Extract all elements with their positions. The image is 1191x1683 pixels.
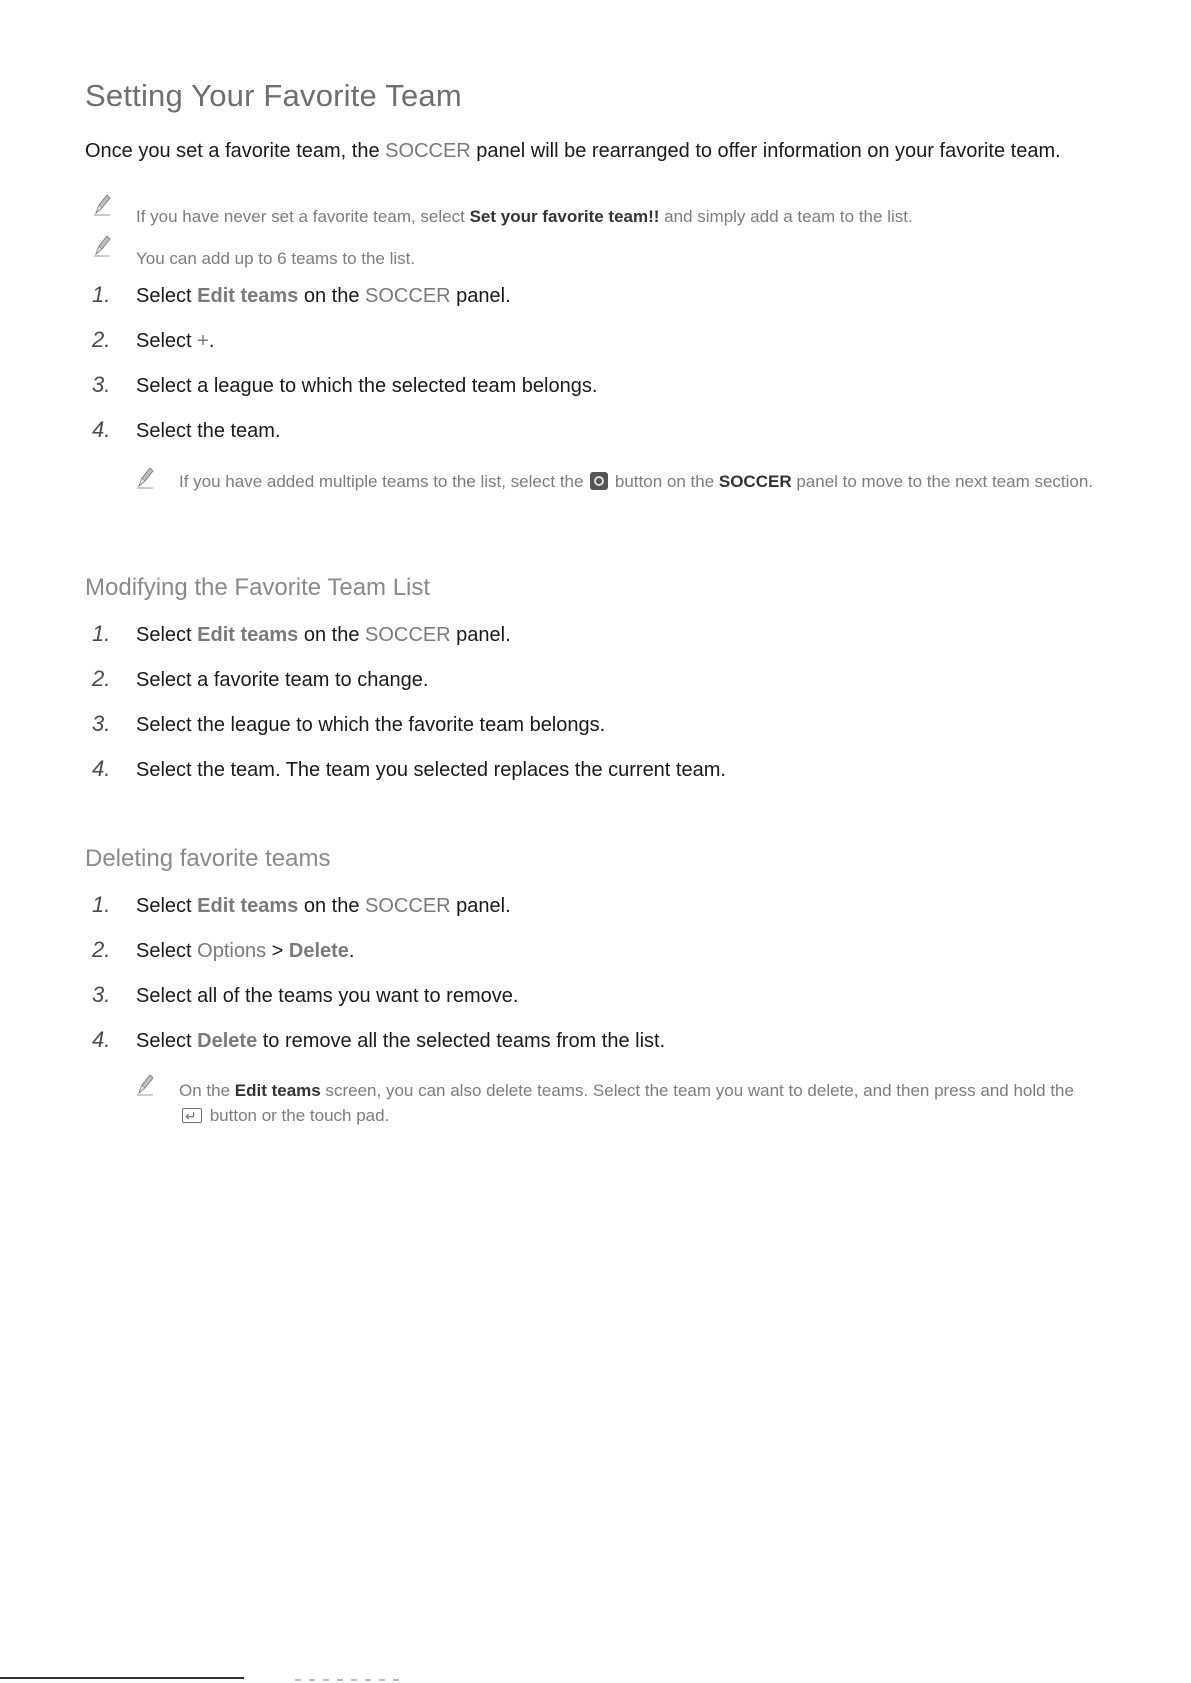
- step-number: 4.: [92, 417, 111, 442]
- step-item: [92, 417, 281, 444]
- step-item: [92, 666, 428, 693]
- intro-text: Once you set a favorite team, the: [85, 140, 386, 162]
- note-keyword: Set your favorite team!!: [469, 207, 660, 226]
- step-item: [92, 982, 518, 1009]
- step-keyword: Edit teams: [197, 895, 299, 917]
- step-text: on the: [298, 895, 366, 917]
- step-text: panel.: [450, 624, 511, 646]
- step-text: on the: [298, 624, 366, 646]
- pencil-note-icon: [92, 193, 112, 217]
- step-text: Select all of the teams you want to remove.: [136, 985, 519, 1007]
- step-number: 1.: [92, 621, 111, 646]
- step-text: Select the league to which the favorite team belongs.: [136, 714, 606, 736]
- step-item: [92, 892, 511, 919]
- step-number: 4.: [92, 756, 111, 781]
- step-number: 2.: [92, 327, 111, 352]
- note-keyword: Edit teams: [234, 1081, 321, 1100]
- footer-rule: [0, 1677, 244, 1679]
- section-heading-modify: Modifying the Favorite Team List: [85, 574, 431, 601]
- step-text: Select: [136, 285, 198, 307]
- step-text: panel.: [450, 895, 511, 917]
- intro-text-end: panel will be rearranged to offer information on your favorite team.: [470, 140, 1061, 162]
- step-text: >: [266, 940, 289, 962]
- step-text: Select: [136, 624, 198, 646]
- step-number: 3.: [92, 711, 111, 736]
- note-text-end: and simply add a team to the list.: [659, 207, 913, 226]
- return-button-icon: [182, 1108, 202, 1123]
- step-text: Select: [136, 940, 198, 962]
- step-number: 2.: [92, 937, 111, 962]
- note-favorite-team: [136, 204, 913, 229]
- step-text: Select a league to which the selected team belongs.: [136, 375, 598, 397]
- step-keyword: Edit teams: [197, 285, 299, 307]
- note-text-end: button or the touch pad.: [205, 1106, 390, 1125]
- step-keyword: +: [197, 330, 209, 352]
- note-text: If you have added multiple teams to the list, select the: [179, 472, 589, 491]
- section-heading-delete: Deleting favorite teams: [85, 845, 331, 872]
- step-text: Select the team. The team you selected replaces the current team.: [136, 759, 726, 781]
- pencil-note-icon: [135, 466, 155, 490]
- note-text: If you have never set a favorite team, select: [136, 207, 470, 226]
- intro-keyword: SOCCER: [385, 140, 471, 162]
- step-number: 3.: [92, 372, 111, 397]
- step-number: 2.: [92, 666, 111, 691]
- tools-button-icon: [590, 472, 608, 490]
- note-text-end: panel to move to the next team section.: [791, 472, 1094, 491]
- note-text: screen, you can also delete teams. Select the team you want to delete, and then press and hold the: [320, 1081, 1074, 1100]
- note-team-limit: [136, 246, 415, 271]
- step-text: Select the team.: [136, 420, 281, 442]
- step-item: [92, 282, 511, 309]
- step-number: 3.: [92, 982, 111, 1007]
- step-keyword: SOCCER: [365, 624, 451, 646]
- note-text: You can add up to 6 teams to the list.: [136, 249, 416, 268]
- step-keyword: Edit teams: [197, 624, 299, 646]
- step-number: 4.: [92, 1027, 111, 1052]
- intro-paragraph: [85, 137, 1085, 166]
- page-title: Setting Your Favorite Team: [85, 78, 462, 113]
- step-text: Select: [136, 895, 198, 917]
- step-text: on the: [298, 285, 366, 307]
- step-keyword: SOCCER: [365, 285, 451, 307]
- pencil-note-icon: [92, 234, 112, 258]
- step-text: to remove all the selected teams from the list.: [257, 1030, 666, 1052]
- note-edit-teams: [179, 1078, 1079, 1128]
- step-item: [92, 756, 726, 783]
- step-keyword: SOCCER: [365, 895, 451, 917]
- step-keyword: Delete: [288, 940, 349, 962]
- step-item: [92, 621, 511, 648]
- pencil-note-icon: [135, 1073, 155, 1097]
- step-item: [92, 327, 214, 354]
- step-item: [92, 1027, 665, 1054]
- step-text: .: [348, 940, 355, 962]
- step-keyword: Options: [197, 940, 267, 962]
- step-item: [92, 711, 605, 738]
- step-text: .: [208, 330, 215, 352]
- step-number: 1.: [92, 282, 111, 307]
- step-text: Select a favorite team to change.: [136, 669, 429, 691]
- note-text: button on the: [610, 472, 719, 491]
- note-text: On the: [179, 1081, 235, 1100]
- step-text: Select: [136, 1030, 198, 1052]
- note-multiple-teams: [179, 469, 1109, 494]
- step-item: [92, 372, 597, 399]
- step-text: panel.: [450, 285, 511, 307]
- step-number: 1.: [92, 892, 111, 917]
- step-keyword: Delete: [197, 1030, 258, 1052]
- note-keyword: SOCCER: [718, 472, 792, 491]
- step-text: Select: [136, 330, 198, 352]
- step-item: [92, 937, 354, 964]
- footer-marks: [295, 1679, 405, 1681]
